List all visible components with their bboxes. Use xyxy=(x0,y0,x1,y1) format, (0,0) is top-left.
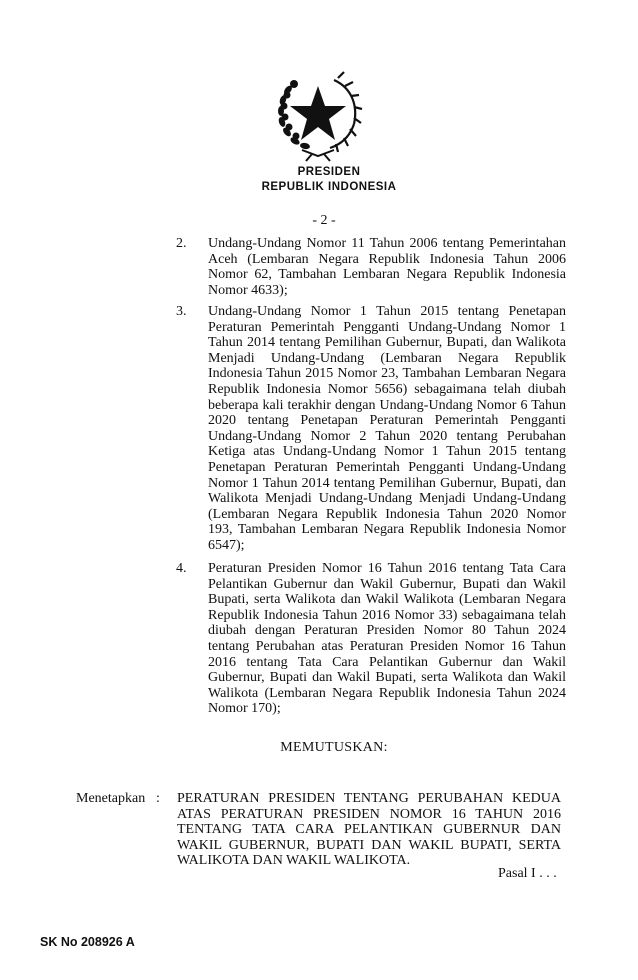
list-item xyxy=(176,236,566,298)
establish-text: PERATURAN PRESIDEN TENTANG PERUBAHAN KEDUA ATAS PERATURAN PRESIDEN NOMOR 16 TAHUN 2016 TENTANG TATA CARA PELANTIKAN GUBERNUR DAN WAKIL GUBERNUR, BUPATI DAN WAKIL BUPATI, SERTA WALIKOTA DAN WAKIL WALIKOTA. xyxy=(177,791,561,869)
next-page-marker: Pasal I . . . xyxy=(498,866,557,881)
list-item xyxy=(176,304,566,554)
page-number: - 2 - xyxy=(312,213,336,228)
decision-heading: MEMUTUSKAN: xyxy=(280,740,388,755)
list-item-number: 4. xyxy=(176,561,187,576)
list-item-number: 2. xyxy=(176,236,187,251)
list-item-text: Peraturan Presiden Nomor 16 Tahun 2016 tentang Tata Cara Pelantikan Gubernur dan Wakil Gubernur, Bupati dan Wakil Bupati, serta Walikota dan Wakil Walikota (Lembaran Negara Republik Indonesia Tahun 2016 Nomor 33) sebagaimana telah diubah dengan Peraturan Presiden Nomor 80 Tahun 2024 tentang Perubahan atas Peraturan Presiden Nomor 16 Tahun 2016 tentang Tata Cara Pelantikan Gubernur dan Wakil Gubernur, Bupati dan Wakil Bupati, serta Walikota dan Wakil Walikota (Lembaran Negara Republik Indonesia Tahun 2024 Nomor 170); xyxy=(208,561,566,717)
header-title-republic: REPUBLIK INDONESIA xyxy=(261,181,397,193)
document-serial-number: SK No 208926 A xyxy=(40,935,135,949)
header-title-president: PRESIDEN xyxy=(297,166,361,178)
establish-colon: : xyxy=(156,791,160,806)
garuda-star-emblem-icon xyxy=(272,66,364,162)
list-item-text: Undang-Undang Nomor 11 Tahun 2006 tentang Pemerintahan Aceh (Lembaran Negara Republik Indonesia Tahun 2006 Nomor 62, Tambahan Lembaran Negara Republik Indonesia Nomor 4633); xyxy=(208,236,566,298)
list-item-text: Undang-Undang Nomor 1 Tahun 2015 tentang Penetapan Peraturan Pemerintah Pengganti Undang-Undang Nomor 1 Tahun 2014 tentang Pemilihan Gubernur, Bupati, dan Walikota Menjadi Undang-Undang (Lembaran Negara Republik Indonesia Tahun 2015 Nomor 23, Tambahan Lembaran Negara Republik Indonesia Nomor 5656) sebagaimana telah diubah beberapa kali terakhir dengan Undang-Undang Nomor 6 Tahun 2020 tentang Penetapan Peraturan Pemerintah Pengganti Undang-Undang Nomor 2 Tahun 2020 tentang Perubahan Ketiga atas Undang-Undang Nomor 1 Tahun 2015 tentang Penetapan Peraturan Pemerintah Pengganti Undang-Undang Nomor 1 Tahun 2014 tentang Pemilihan Gubernur, Bupati, dan Walikota Menjadi Undang-Undang Menjadi Undang-Undang (Lembaran Negara Republik Indonesia Tahun 2020 Nomor 193, Tambahan Lembaran Negara Republik Indonesia Nomor 6547); xyxy=(208,304,566,553)
list-item xyxy=(176,561,566,717)
list-item-number: 3. xyxy=(176,304,187,319)
establish-label: Menetapkan xyxy=(76,791,146,806)
